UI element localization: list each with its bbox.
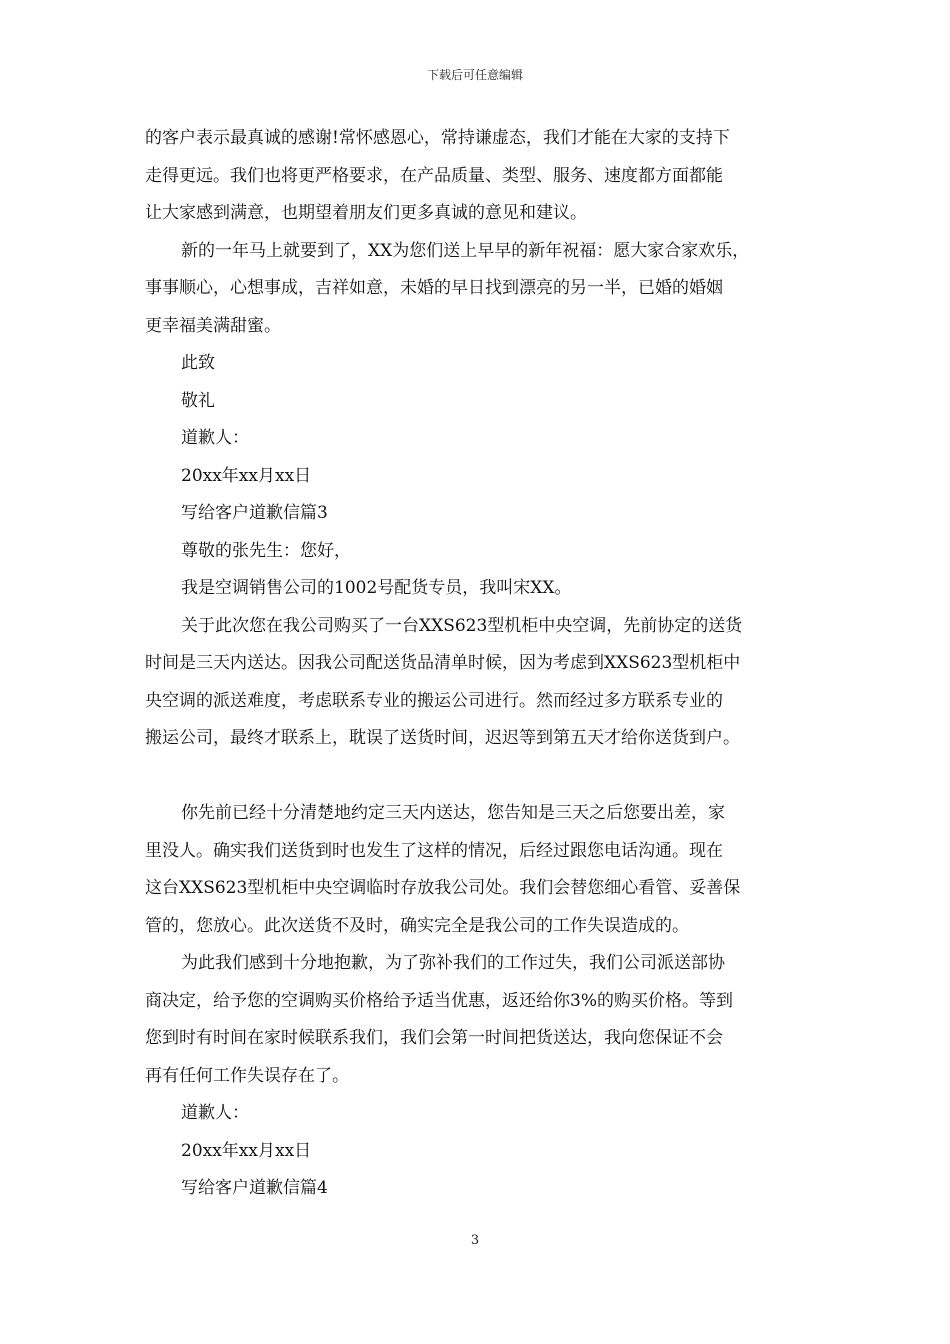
text-line: 你先前已经十分清楚地约定三天内送达，您告知是三天之后您要出差，家	[181, 803, 725, 823]
signature-label: 道歉人：	[181, 1103, 249, 1123]
closing-line: 此致	[181, 353, 215, 373]
text-line: 让大家感到满意，也期望着朋友们更多真诚的意见和建议。	[145, 203, 587, 223]
signature-label: 道歉人：	[181, 428, 249, 448]
blank-line	[145, 758, 825, 796]
salutation: 尊敬的张先生：您好，	[181, 540, 351, 561]
text-line: 这台XXS623型机柜中央空调临时存放我公司处。我们会替您细心看管、妥善保	[145, 878, 741, 898]
text-line: 管的，您放心。此次送货不及时，确实完全是我公司的工作失误造成的。	[145, 915, 689, 936]
date-line: 20xx年xx月xx日	[181, 1140, 312, 1161]
date-line: 20xx年xx月xx日	[181, 465, 312, 486]
closing-line: 敬礼	[181, 390, 215, 411]
text-line: 搬运公司，最终才联系上，耽误了送货时间，迟迟等到第五天才给你送货到户。	[145, 728, 740, 748]
text-line: 商决定，给予您的空调购买价格给予适当优惠，返还给你3%的购买价格。等到	[145, 990, 733, 1011]
text-line: 您到时有时间在家时候联系我们，我们会第一时间把货送达，我向您保证不会	[145, 1028, 723, 1048]
text-line: 的客户表示最真诚的感谢!常怀感恩心，常持谦虚态，我们才能在大家的支持下	[145, 128, 730, 148]
text-line: 事事顺心，心想事成，吉祥如意，未婚的早日找到漂亮的另一半，已婚的婚姻	[145, 278, 723, 298]
text-line: 走得更远。我们也将更严格要求，在产品质量、类型、服务、速度都方面都能	[145, 165, 723, 186]
text-line: 时间是三天内送达。因我公司配送货品清单时候，因为考虑到XXS623型机柜中	[145, 653, 741, 673]
text-line: 关于此次您在我公司购买了一台XXS623型机柜中央空调，先前协定的送货	[181, 615, 743, 636]
text-line: 为此我们感到十分地抱歉，为了弥补我们的工作过失，我们公司派送部协	[181, 953, 725, 973]
section-title: 写给客户道歉信篇3	[181, 503, 328, 523]
text-line: 里没人。确实我们送货到时也发生了这样的情况，后经过跟您电话沟通。现在	[145, 840, 723, 861]
document-body	[145, 120, 825, 1208]
text-line: 央空调的派送难度，考虑联系专业的搬运公司进行。然而经过多方联系专业的	[145, 690, 723, 711]
section-title: 写给客户道歉信篇4	[181, 1178, 328, 1198]
text-line: 新的一年马上就要到了，XX为您们送上早早的新年祝福：愿大家合家欢乐，	[181, 240, 750, 261]
page-number: 3	[470, 1233, 480, 1248]
text-line: 更幸福美满甜蜜。	[145, 315, 281, 336]
page-header: 下载后可任意编辑	[426, 68, 523, 82]
text-line: 我是空调销售公司的1002号配货专员，我叫宋XX。	[181, 578, 572, 598]
text-line: 再有任何工作失误存在了。	[145, 1065, 349, 1086]
